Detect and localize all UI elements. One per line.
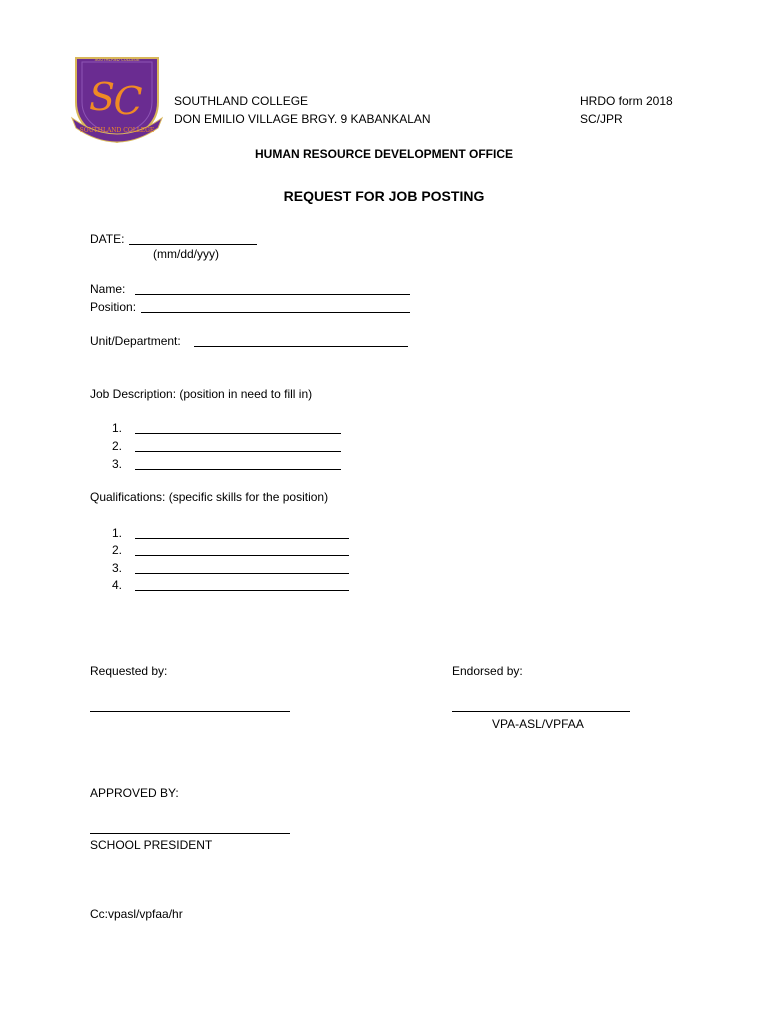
form-ref: SC/JPR xyxy=(580,112,623,126)
endorsed-by-title: VPA-ASL/VPFAA xyxy=(492,717,584,731)
college-name: SOUTHLAND COLLEGE xyxy=(174,94,309,108)
position-line[interactable] xyxy=(141,312,410,313)
job-item-line[interactable] xyxy=(135,433,341,434)
endorsed-by-label: Endorsed by: xyxy=(452,664,523,678)
qualification-item-number: 3. xyxy=(112,561,123,575)
job-item-number: 1. xyxy=(112,421,123,435)
name-label: Name: xyxy=(90,282,126,296)
svg-text:C: C xyxy=(113,79,143,123)
approved-by-title: SCHOOL PRESIDENT xyxy=(90,838,213,852)
unit-label: Unit/Department: xyxy=(90,334,181,348)
qualification-item-number: 2. xyxy=(112,543,123,557)
job-item-number: 2. xyxy=(112,439,123,453)
unit-line[interactable] xyxy=(194,346,408,347)
cc-line: Cc:vpasl/vpfaa/hr xyxy=(90,907,183,921)
logo-ribbon-text: SOUTHLAND COLLEGE xyxy=(79,127,155,134)
qualification-item-line[interactable] xyxy=(135,538,349,539)
name-line[interactable] xyxy=(135,294,410,295)
college-address: DON EMILIO VILLAGE BRGY. 9 KABANKALAN xyxy=(174,112,431,126)
job-description-label: Job Description: (position in need to fill in) xyxy=(90,387,313,401)
endorsed-by-signature-line[interactable] xyxy=(452,711,630,712)
svg-text:S: S xyxy=(88,75,116,119)
logo-top-text: SOUTHLAND COLLEGE xyxy=(94,57,140,62)
approved-by-label: APPROVED BY: xyxy=(90,786,179,800)
qualification-item-number: 4. xyxy=(112,578,123,592)
date-line[interactable] xyxy=(129,244,257,245)
requested-by-label: Requested by: xyxy=(90,664,168,678)
qualification-item-line[interactable] xyxy=(135,555,349,556)
date-format: (mm/dd/yyy) xyxy=(153,247,219,261)
qualification-item-line[interactable] xyxy=(135,590,349,591)
southland-college-logo xyxy=(68,52,166,144)
date-label: DATE: xyxy=(90,232,125,246)
requested-by-signature-line[interactable] xyxy=(90,711,290,712)
form-title: REQUEST FOR JOB POSTING xyxy=(283,188,485,204)
form-code: HRDO form 2018 xyxy=(580,94,673,108)
position-label: Position: xyxy=(90,300,137,314)
approved-by-signature-line[interactable] xyxy=(90,833,290,834)
qualification-item-number: 1. xyxy=(112,526,123,540)
office-name: HUMAN RESOURCE DEVELOPMENT OFFICE xyxy=(254,147,513,161)
job-item-line[interactable] xyxy=(135,469,341,470)
qualifications-label: Qualifications: (specific skills for the position) xyxy=(90,490,329,504)
job-item-line[interactable] xyxy=(135,451,341,452)
qualification-item-line[interactable] xyxy=(135,573,349,574)
job-item-number: 3. xyxy=(112,457,123,471)
